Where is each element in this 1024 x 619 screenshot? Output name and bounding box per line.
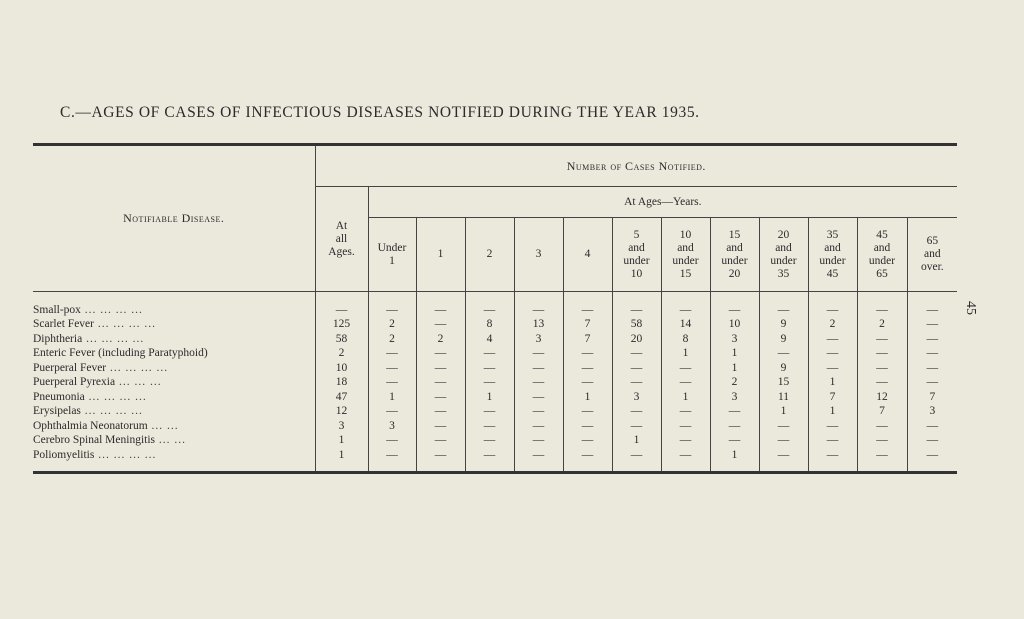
age-count-cell: — bbox=[465, 347, 514, 362]
age-count-cell: — bbox=[368, 434, 416, 449]
age-count-cell: 58 bbox=[612, 318, 661, 333]
age-count-cell: — bbox=[514, 390, 563, 405]
leader-dots: ... ... ... ... bbox=[82, 332, 145, 345]
disease-name: Erysipelas bbox=[33, 405, 81, 418]
age-count-cell: — bbox=[416, 376, 465, 391]
header-age-column bbox=[612, 218, 661, 292]
age-count-cell: 1 bbox=[710, 361, 759, 376]
age-count-cell: — bbox=[465, 434, 514, 449]
age-count-cell: 1 bbox=[661, 390, 710, 405]
all-ages-cell: 58 bbox=[315, 332, 368, 347]
header-age-column-line: under bbox=[672, 254, 699, 267]
age-count-cell: 9 bbox=[759, 318, 808, 333]
header-age-column-line: over. bbox=[920, 261, 944, 273]
page-number: 45 bbox=[963, 301, 978, 315]
age-count-cell: — bbox=[710, 434, 759, 449]
age-count-cell: — bbox=[563, 405, 612, 420]
all-ages-cell: — bbox=[315, 303, 368, 318]
disease-name: Puerperal Fever bbox=[33, 361, 107, 374]
age-count-cell: — bbox=[465, 419, 514, 434]
age-count-cell: — bbox=[759, 434, 808, 449]
age-count-cell: 12 bbox=[857, 390, 907, 405]
age-count-cell: — bbox=[907, 361, 957, 376]
age-count-cell: 7 bbox=[808, 390, 857, 405]
header-age-column bbox=[808, 218, 857, 292]
header-age-column-line: 45 bbox=[826, 267, 839, 280]
disease-name-cell bbox=[33, 434, 315, 449]
disease-name-cell bbox=[33, 419, 315, 434]
age-count-cell: — bbox=[710, 419, 759, 434]
header-age-column-line: under bbox=[819, 254, 846, 267]
leader-dots: ... ... bbox=[147, 419, 179, 432]
age-count-cell: — bbox=[416, 405, 465, 420]
leader-dots: ... ... bbox=[155, 434, 187, 447]
age-count-cell: — bbox=[759, 347, 808, 362]
age-count-cell: — bbox=[710, 405, 759, 420]
header-age-column-line: 1 bbox=[389, 254, 395, 267]
age-count-cell: — bbox=[857, 376, 907, 391]
age-count-cell: — bbox=[612, 303, 661, 318]
age-count-cell: 2 bbox=[368, 318, 416, 333]
header-age-column-line: and bbox=[824, 241, 841, 254]
age-count-cell: 2 bbox=[857, 318, 907, 333]
age-count-cell: — bbox=[514, 405, 563, 420]
header-age-column bbox=[416, 218, 465, 292]
header-age-column-line: 20 bbox=[777, 228, 790, 241]
age-count-cell: — bbox=[857, 434, 907, 449]
age-count-cell: — bbox=[857, 419, 907, 434]
header-age-column-line: and bbox=[628, 241, 645, 254]
age-count-cell: — bbox=[514, 347, 563, 362]
header-all-ages-line: Ages. bbox=[328, 245, 355, 258]
disease-name-cell bbox=[33, 303, 315, 318]
header-age-column-line: 15 bbox=[728, 228, 741, 241]
header-age-column bbox=[661, 218, 710, 292]
header-age-column-line: and bbox=[873, 241, 891, 254]
header-age-column bbox=[907, 218, 957, 292]
header-age-column-line: 35 bbox=[777, 267, 790, 280]
age-count-cell: — bbox=[759, 419, 808, 434]
age-count-cell: — bbox=[563, 419, 612, 434]
age-count-cell: — bbox=[563, 376, 612, 391]
all-ages-cell: 1 bbox=[315, 448, 368, 463]
header-age-column-line: 4 bbox=[584, 248, 591, 260]
age-count-cell: 15 bbox=[759, 376, 808, 391]
age-count-cell: — bbox=[661, 405, 710, 420]
header-age-column-line: under bbox=[623, 254, 650, 267]
age-count-cell: — bbox=[857, 347, 907, 362]
age-count-cell: 3 bbox=[710, 390, 759, 405]
table-row bbox=[33, 405, 957, 420]
age-count-cell: — bbox=[416, 347, 465, 362]
age-count-cell: — bbox=[368, 376, 416, 391]
disease-name: Puerperal Pyrexia bbox=[33, 376, 116, 389]
age-count-cell: — bbox=[368, 303, 416, 318]
table-row bbox=[33, 347, 957, 362]
age-count-cell: — bbox=[907, 419, 957, 434]
age-count-cell: — bbox=[857, 361, 907, 376]
age-count-cell: 3 bbox=[612, 390, 661, 405]
age-count-cell: — bbox=[514, 376, 563, 391]
header-age-column-line: 10 bbox=[679, 228, 692, 241]
header-all-ages bbox=[315, 187, 368, 292]
disease-name: Diphtheria bbox=[33, 332, 83, 345]
age-count-cell: — bbox=[808, 332, 857, 347]
disease-name: Enteric Fever (including Paratyphoid) bbox=[33, 347, 208, 360]
age-count-cell: — bbox=[612, 361, 661, 376]
disease-name: Pneumonia bbox=[33, 390, 85, 403]
header-age-column-line: 2 bbox=[486, 248, 493, 260]
header-age-column-line: under bbox=[770, 254, 797, 267]
age-count-cell: — bbox=[563, 434, 612, 449]
age-count-cell: — bbox=[907, 434, 957, 449]
header-age-column bbox=[857, 218, 907, 292]
age-count-cell: — bbox=[416, 419, 465, 434]
age-count-cell: — bbox=[563, 448, 612, 463]
age-count-cell: 7 bbox=[563, 332, 612, 347]
all-ages-cell: 18 bbox=[315, 376, 368, 391]
table-row bbox=[33, 318, 957, 333]
disease-name: Ophthalmia Neonatorum bbox=[33, 419, 148, 432]
header-all-ages-line: all bbox=[335, 232, 348, 245]
age-count-cell: — bbox=[907, 303, 957, 318]
header-age-column-line: 10 bbox=[630, 267, 643, 280]
age-count-cell: — bbox=[907, 347, 957, 362]
age-count-cell: 1 bbox=[661, 347, 710, 362]
age-count-cell: — bbox=[465, 376, 514, 391]
age-count-cell: 3 bbox=[514, 332, 563, 347]
age-count-cell: 3 bbox=[368, 419, 416, 434]
age-count-cell: — bbox=[661, 361, 710, 376]
header-notifiable-disease: Notifiable Disease. bbox=[33, 145, 315, 292]
header-age-column bbox=[759, 218, 808, 292]
table-row bbox=[33, 434, 957, 449]
header-age-column-line: 15 bbox=[679, 267, 692, 280]
age-count-cell: — bbox=[368, 347, 416, 362]
age-count-cell: — bbox=[710, 303, 759, 318]
header-age-column-line: 1 bbox=[437, 248, 444, 260]
age-count-cell: — bbox=[808, 434, 857, 449]
disease-name: Poliomyelitis bbox=[33, 448, 95, 461]
age-count-cell: — bbox=[907, 448, 957, 463]
age-count-cell: — bbox=[808, 419, 857, 434]
age-count-cell: — bbox=[612, 419, 661, 434]
header-age-column-line: 5 bbox=[633, 228, 640, 241]
disease-name-cell bbox=[33, 390, 315, 405]
all-ages-cell: 2 bbox=[315, 347, 368, 362]
age-count-cell: — bbox=[907, 318, 957, 333]
disease-name-cell bbox=[33, 347, 315, 362]
all-ages-cell: 12 bbox=[315, 405, 368, 420]
age-count-cell: 3 bbox=[907, 405, 957, 420]
header-age-column bbox=[563, 218, 612, 292]
age-count-cell: 13 bbox=[514, 318, 563, 333]
age-count-cell: — bbox=[563, 361, 612, 376]
age-count-cell: — bbox=[857, 448, 907, 463]
age-count-cell: 7 bbox=[563, 318, 612, 333]
age-count-cell: — bbox=[808, 347, 857, 362]
age-count-cell: — bbox=[661, 448, 710, 463]
age-count-cell: 9 bbox=[759, 332, 808, 347]
age-count-cell: — bbox=[808, 361, 857, 376]
header-age-column-line: 20 bbox=[728, 267, 741, 280]
table-row bbox=[33, 361, 957, 376]
age-count-cell: — bbox=[465, 361, 514, 376]
age-count-cell: 3 bbox=[710, 332, 759, 347]
header-age-column-line: 65 bbox=[876, 267, 888, 280]
age-count-cell: — bbox=[857, 332, 907, 347]
age-count-cell: 9 bbox=[759, 361, 808, 376]
disease-name: Small-pox bbox=[33, 303, 81, 316]
age-count-cell: — bbox=[416, 434, 465, 449]
age-count-cell: — bbox=[612, 347, 661, 362]
header-at-ages: At Ages—Years. bbox=[368, 187, 957, 218]
age-count-cell: 2 bbox=[808, 318, 857, 333]
age-count-cell: — bbox=[514, 448, 563, 463]
disease-name-cell bbox=[33, 361, 315, 376]
age-count-cell: — bbox=[514, 419, 563, 434]
age-count-cell: 10 bbox=[710, 318, 759, 333]
header-age-column-line: under bbox=[868, 254, 896, 267]
header-age-column bbox=[368, 218, 416, 292]
age-count-cell: — bbox=[612, 405, 661, 420]
age-count-cell: — bbox=[759, 303, 808, 318]
header-age-column-line: 65 bbox=[926, 235, 939, 247]
age-count-cell: 20 bbox=[612, 332, 661, 347]
age-count-cell: — bbox=[416, 390, 465, 405]
all-ages-cell: 125 bbox=[315, 318, 368, 333]
age-count-cell: 1 bbox=[759, 405, 808, 420]
age-count-cell: 7 bbox=[907, 390, 957, 405]
disease-name: Scarlet Fever bbox=[33, 318, 94, 331]
page-title: C.—AGES OF CASES OF INFECTIOUS DISEASES NOTIFIED DURING THE YEAR 1935. bbox=[60, 104, 700, 121]
age-count-cell: — bbox=[612, 448, 661, 463]
table-spacer-row bbox=[33, 463, 957, 473]
age-count-cell: 1 bbox=[563, 390, 612, 405]
age-count-cell: 2 bbox=[710, 376, 759, 391]
all-ages-cell: 10 bbox=[315, 361, 368, 376]
disease-name-cell bbox=[33, 448, 315, 463]
age-count-cell: — bbox=[368, 405, 416, 420]
leader-dots: ... ... ... ... bbox=[94, 448, 157, 461]
table-row bbox=[33, 448, 957, 463]
table-body bbox=[33, 292, 957, 473]
age-count-cell: — bbox=[907, 332, 957, 347]
header-age-column-line: and bbox=[726, 241, 743, 254]
header-age-column-line: 35 bbox=[826, 228, 839, 241]
disease-name: Cerebro Spinal Meningitis bbox=[33, 434, 156, 447]
age-count-cell: 11 bbox=[759, 390, 808, 405]
age-count-cell: — bbox=[465, 405, 514, 420]
header-age-column-line: and bbox=[677, 241, 694, 254]
table-row bbox=[33, 332, 957, 347]
age-count-cell: — bbox=[661, 434, 710, 449]
age-count-cell: — bbox=[907, 376, 957, 391]
disease-name-cell bbox=[33, 405, 315, 420]
age-count-cell: 1 bbox=[808, 376, 857, 391]
age-count-cell: — bbox=[563, 303, 612, 318]
age-count-cell: — bbox=[808, 448, 857, 463]
disease-table-container bbox=[33, 143, 957, 478]
age-count-cell: — bbox=[563, 347, 612, 362]
age-count-cell: 2 bbox=[416, 332, 465, 347]
leader-dots: ... ... ... ... bbox=[94, 318, 156, 331]
all-ages-cell: 3 bbox=[315, 419, 368, 434]
age-count-cell: 1 bbox=[612, 434, 661, 449]
header-age-column-line: and bbox=[924, 248, 941, 260]
disease-name-cell bbox=[33, 318, 315, 333]
disease-name-cell bbox=[33, 376, 315, 391]
age-count-cell: — bbox=[465, 303, 514, 318]
header-age-column-line: 45 bbox=[876, 228, 888, 241]
age-count-cell: 2 bbox=[368, 332, 416, 347]
table-row bbox=[33, 303, 957, 318]
age-count-cell: — bbox=[416, 448, 465, 463]
age-count-cell: — bbox=[416, 318, 465, 333]
leader-dots: ... ... ... bbox=[115, 376, 162, 389]
age-count-cell: 8 bbox=[661, 332, 710, 347]
header-age-column bbox=[710, 218, 759, 292]
table-row bbox=[33, 419, 957, 434]
header-number-of-cases: Number of Cases Notified. bbox=[315, 145, 957, 187]
disease-ages-table bbox=[33, 143, 957, 478]
age-count-cell: 1 bbox=[710, 347, 759, 362]
age-count-cell: — bbox=[416, 303, 465, 318]
leader-dots: ... ... ... ... bbox=[84, 390, 147, 403]
header-age-column-line: Under bbox=[377, 241, 407, 254]
age-count-cell: — bbox=[514, 361, 563, 376]
age-count-cell: — bbox=[514, 303, 563, 318]
table-row bbox=[33, 376, 957, 391]
age-count-cell: — bbox=[465, 448, 514, 463]
table-row bbox=[33, 390, 957, 405]
age-count-cell: — bbox=[514, 434, 563, 449]
age-count-cell: — bbox=[612, 376, 661, 391]
age-count-cell: 1 bbox=[710, 448, 759, 463]
age-count-cell: 14 bbox=[661, 318, 710, 333]
age-count-cell: 1 bbox=[808, 405, 857, 420]
header-age-column bbox=[465, 218, 514, 292]
disease-name-cell bbox=[33, 332, 315, 347]
age-count-cell: 7 bbox=[857, 405, 907, 420]
header-age-column-line: under bbox=[721, 254, 748, 267]
all-ages-cell: 47 bbox=[315, 390, 368, 405]
header-age-column-line: and bbox=[775, 241, 792, 254]
age-count-cell: 4 bbox=[465, 332, 514, 347]
age-count-cell: 1 bbox=[465, 390, 514, 405]
header-all-ages-line: At bbox=[335, 219, 348, 232]
age-count-cell: — bbox=[857, 303, 907, 318]
age-count-cell: 8 bbox=[465, 318, 514, 333]
age-count-cell: — bbox=[368, 361, 416, 376]
leader-dots: ... ... ... ... bbox=[80, 405, 143, 418]
age-count-cell: — bbox=[661, 376, 710, 391]
age-count-cell: — bbox=[661, 419, 710, 434]
age-count-cell: 1 bbox=[368, 390, 416, 405]
age-count-cell: — bbox=[661, 303, 710, 318]
age-count-cell: — bbox=[368, 448, 416, 463]
leader-dots: ... ... ... ... bbox=[106, 361, 169, 374]
age-count-cell: — bbox=[416, 361, 465, 376]
all-ages-cell: 1 bbox=[315, 434, 368, 449]
header-age-column-line: 3 bbox=[535, 248, 542, 260]
age-count-cell: — bbox=[808, 303, 857, 318]
header-age-column bbox=[514, 218, 563, 292]
age-count-cell: — bbox=[759, 448, 808, 463]
leader-dots: ... ... ... ... bbox=[80, 303, 143, 316]
